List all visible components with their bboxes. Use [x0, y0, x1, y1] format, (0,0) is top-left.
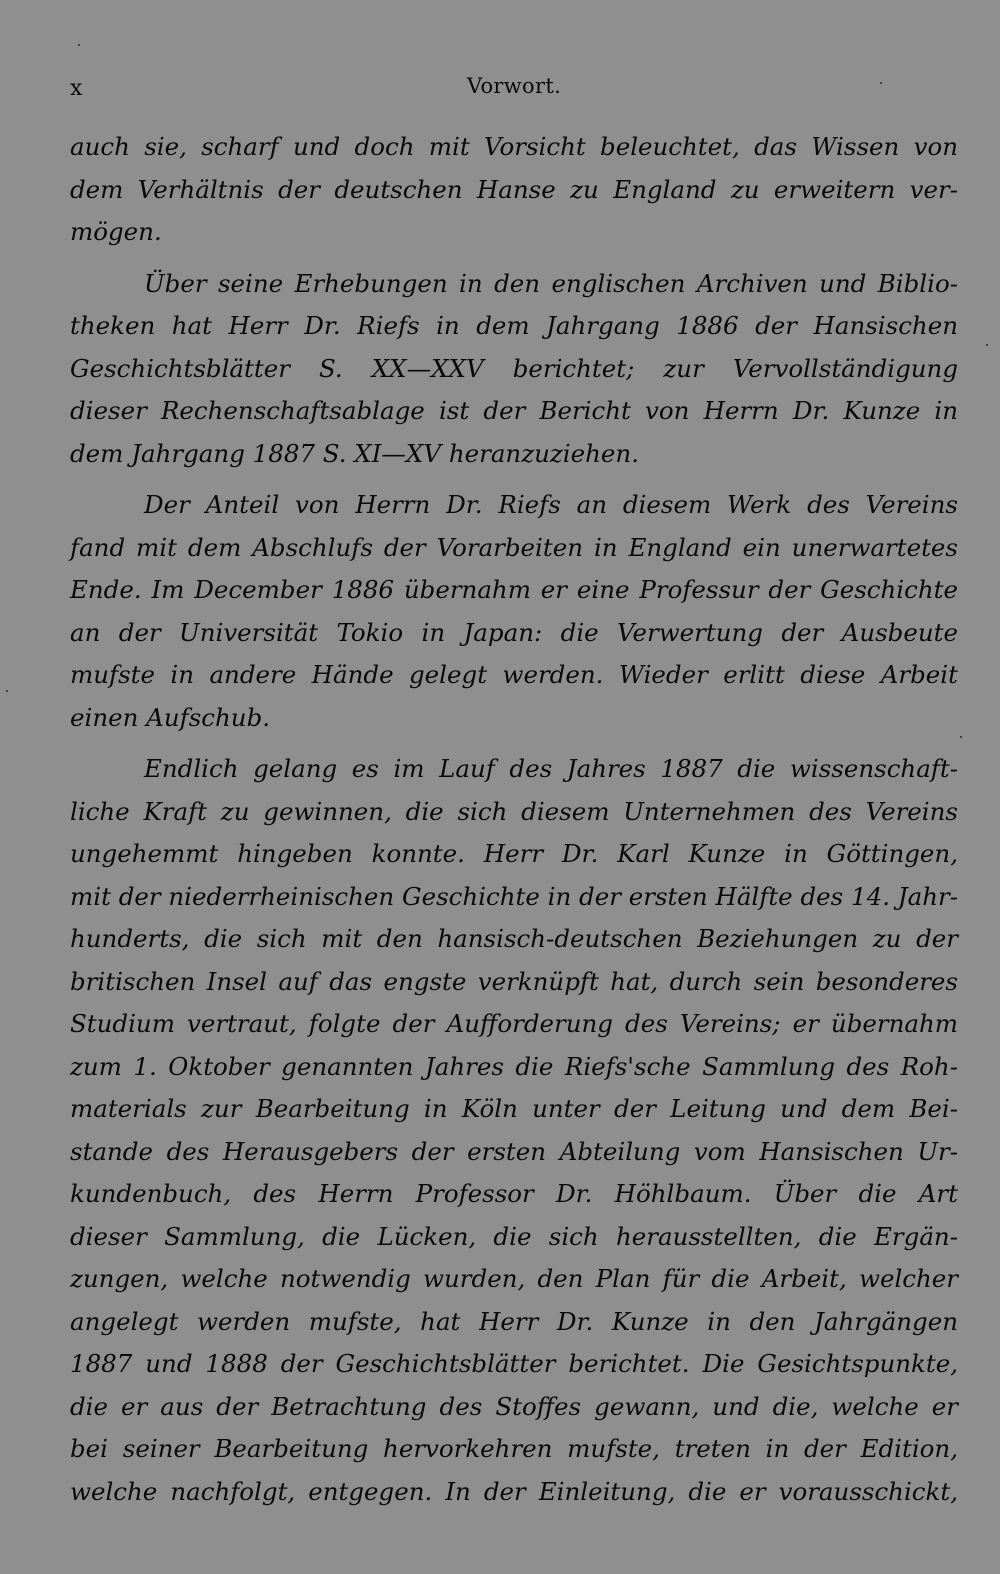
text-line: dieser Sammlung, die Lücken, die sich herausstellten, die Ergän-	[70, 1221, 958, 1251]
text-line: dieser Rechenschaftsablage ist der Bericht von Herrn Dr. Kunze in	[70, 396, 958, 425]
text-line: zungen, welche notwendig wurden, den Plan für die Arbeit, welcher	[70, 1264, 958, 1293]
scan-speck	[78, 44, 80, 46]
text-line: dem Verhältnis der deutschen Hanse zu England zu erweitern ver-	[70, 174, 958, 204]
text-line: welche nachfolgt, entgegen. In der Einleitung, die er vorausschickt,	[70, 1476, 958, 1506]
paragraph-gap	[70, 739, 958, 748]
scan-speck	[6, 690, 8, 692]
text-line: zum 1. Oktober genannten Jahres die Riefs'sche Sammlung des Roh-	[70, 1051, 958, 1081]
text-line: mit der niederrheinischen Geschichte in der ersten Hälfte des 14. Jahr-	[70, 881, 958, 911]
page-number: x	[70, 76, 84, 101]
body-text	[70, 126, 958, 1513]
text-line: liche Kraft zu gewinnen, die sich diesem Unternehmen des Vereins	[70, 796, 958, 826]
paragraph	[70, 748, 958, 1513]
text-line: kundenbuch, des Herrn Professor Dr. Höhlbaum. Über die Art	[70, 1179, 958, 1208]
text-line: dem Jahrgang 1887 S. XI—XV heranzuziehen.	[70, 438, 639, 468]
text-line: Geschichtsblätter S. XX—XXV berichtet; zur Vervollständigung	[70, 353, 958, 383]
text-line: Ende. Im December 1886 übernahm er eine Professur der Geschichte	[70, 575, 958, 604]
text-line: mufste in andere Hände gelegt werden. Wieder erlitt diese Arbeit	[70, 660, 958, 689]
text-line: auch sie, scharf und doch mit Vorsicht beleuchtet, das Wissen von	[70, 132, 958, 161]
text-line: hunderts, die sich mit den hansisch-deutschen Beziehungen zu der	[70, 924, 958, 953]
text-line: Der Anteil von Herrn Dr. Riefs an diesem Werk des Vereins	[144, 490, 958, 519]
paragraph-gap	[70, 475, 958, 484]
page-header	[70, 74, 958, 106]
paragraph	[70, 263, 958, 476]
text-line: fand mit dem Abschlufs der Vorarbeiten in England ein unerwartetes	[70, 532, 958, 562]
paragraph	[70, 484, 958, 739]
text-line: mögen.	[70, 217, 162, 246]
scan-speck	[986, 344, 988, 346]
text-line: Über seine Erhebungen in den englischen Archiven und Biblio-	[144, 268, 958, 298]
text-line: 1887 und 1888 der Geschichtsblätter berichtet. Die Gesichtspunkte,	[70, 1349, 958, 1378]
scan-speck	[960, 736, 962, 738]
text-line: theken hat Herr Dr. Riefs in dem Jahrgang 1886 der Hansischen	[70, 311, 958, 340]
text-line: Endlich gelang es im Lauf des Jahres 1887 die wissenschaft-	[144, 754, 958, 783]
text-line: britischen Insel auf das engste verknüpft hat, durch sein besonderes	[70, 966, 958, 996]
text-line: materials zur Bearbeitung in Köln unter der Leitung und dem Bei-	[70, 1094, 958, 1123]
text-line: Studium vertraut, folgte der Aufforderung des Vereins; er übernahm	[70, 1009, 958, 1038]
text-line: an der Universität Tokio in Japan: die Verwertung der Ausbeute	[70, 617, 958, 647]
paragraph	[70, 126, 958, 254]
text-line: die er aus der Betrachtung des Stoffes gewann, und die, welche er	[70, 1391, 958, 1421]
text-line: stande des Herausgebers der ersten Abteilung vom Hansischen Ur-	[70, 1136, 958, 1166]
text-line: angelegt werden mufste, hat Herr Dr. Kunze in den Jahrgängen	[70, 1306, 958, 1336]
scan-speck	[880, 82, 882, 84]
text-line: bei seiner Bearbeitung hervorkehren mufste, treten in der Edition,	[70, 1434, 958, 1463]
text-line: einen Aufschub.	[70, 702, 271, 732]
text-line: ungehemmt hingeben konnte. Herr Dr. Karl Kunze in Göttingen,	[70, 839, 958, 868]
running-title: Vorwort.	[466, 74, 562, 98]
paragraph-gap	[70, 254, 958, 263]
